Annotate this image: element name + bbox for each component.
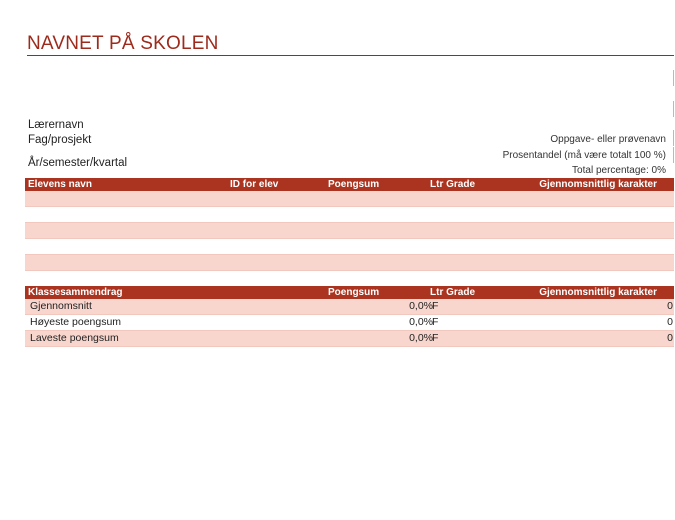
percent-share-label[interactable]: Prosentandel (må være totalt 100 %) xyxy=(502,150,666,161)
summary-row-label: Høyeste poengsum xyxy=(30,316,122,328)
header-student-name[interactable]: Elevens navn xyxy=(28,179,92,190)
term-label[interactable]: År/semester/kvartal xyxy=(28,157,128,169)
student-table xyxy=(25,178,674,271)
summary-row-lowest[interactable] xyxy=(25,331,674,347)
student-row[interactable] xyxy=(25,223,674,239)
school-name-title[interactable]: NAVNET PÅ SKOLEN xyxy=(27,33,219,54)
header-summary-score[interactable]: Poengsum xyxy=(328,287,380,298)
assignment-name-label[interactable]: Oppgave- eller prøvenavn xyxy=(550,134,666,145)
summary-row-average[interactable] xyxy=(25,299,674,315)
subject-label[interactable]: Fag/prosjekt xyxy=(28,134,92,146)
total-percentage-label: Total percentage: xyxy=(572,165,649,176)
summary-average-value: 0 xyxy=(667,316,673,328)
summary-grade-value: F xyxy=(432,316,439,328)
teacher-name-label[interactable]: Lærernavn xyxy=(28,119,84,131)
summary-average-value: 0 xyxy=(667,332,673,344)
assignment-cell-edge xyxy=(673,70,674,86)
summary-score-value: 0,0% xyxy=(409,300,433,312)
percent-cell-edge xyxy=(673,147,674,163)
summary-row-label: Gjennomsnitt xyxy=(30,300,92,312)
student-row[interactable] xyxy=(25,207,674,223)
summary-row-highest[interactable] xyxy=(25,315,674,331)
header-summary-average[interactable]: Gjennomsnittlig karakter xyxy=(539,287,657,298)
header-summary-letter-grade[interactable]: Ltr Grade xyxy=(430,287,476,298)
header-letter-grade[interactable]: Ltr Grade xyxy=(430,179,476,190)
student-row[interactable] xyxy=(25,255,674,271)
summary-row-label: Laveste poengsum xyxy=(30,332,119,344)
class-summary-table xyxy=(25,286,674,347)
student-row[interactable] xyxy=(25,191,674,207)
summary-score-value: 0,0% xyxy=(409,332,433,344)
title-underline xyxy=(27,55,674,56)
summary-table-header xyxy=(25,286,674,299)
student-table-header xyxy=(25,178,674,191)
total-percentage-value: 0% xyxy=(651,165,666,176)
header-class-summary[interactable]: Klassesammendrag xyxy=(28,287,123,298)
header-score[interactable]: Poengsum xyxy=(328,179,380,190)
percent-cell-edge xyxy=(673,130,674,146)
summary-grade-value: F xyxy=(432,300,439,312)
student-row[interactable] xyxy=(25,239,674,255)
total-percentage xyxy=(572,165,666,176)
summary-grade-value: F xyxy=(432,332,439,344)
summary-average-value: 0 xyxy=(667,300,673,312)
header-student-id[interactable]: ID for elev xyxy=(230,179,279,190)
assignment-cell-edge xyxy=(673,101,674,117)
header-average-grade[interactable]: Gjennomsnittlig karakter xyxy=(539,179,657,190)
summary-score-value: 0,0% xyxy=(409,316,433,328)
